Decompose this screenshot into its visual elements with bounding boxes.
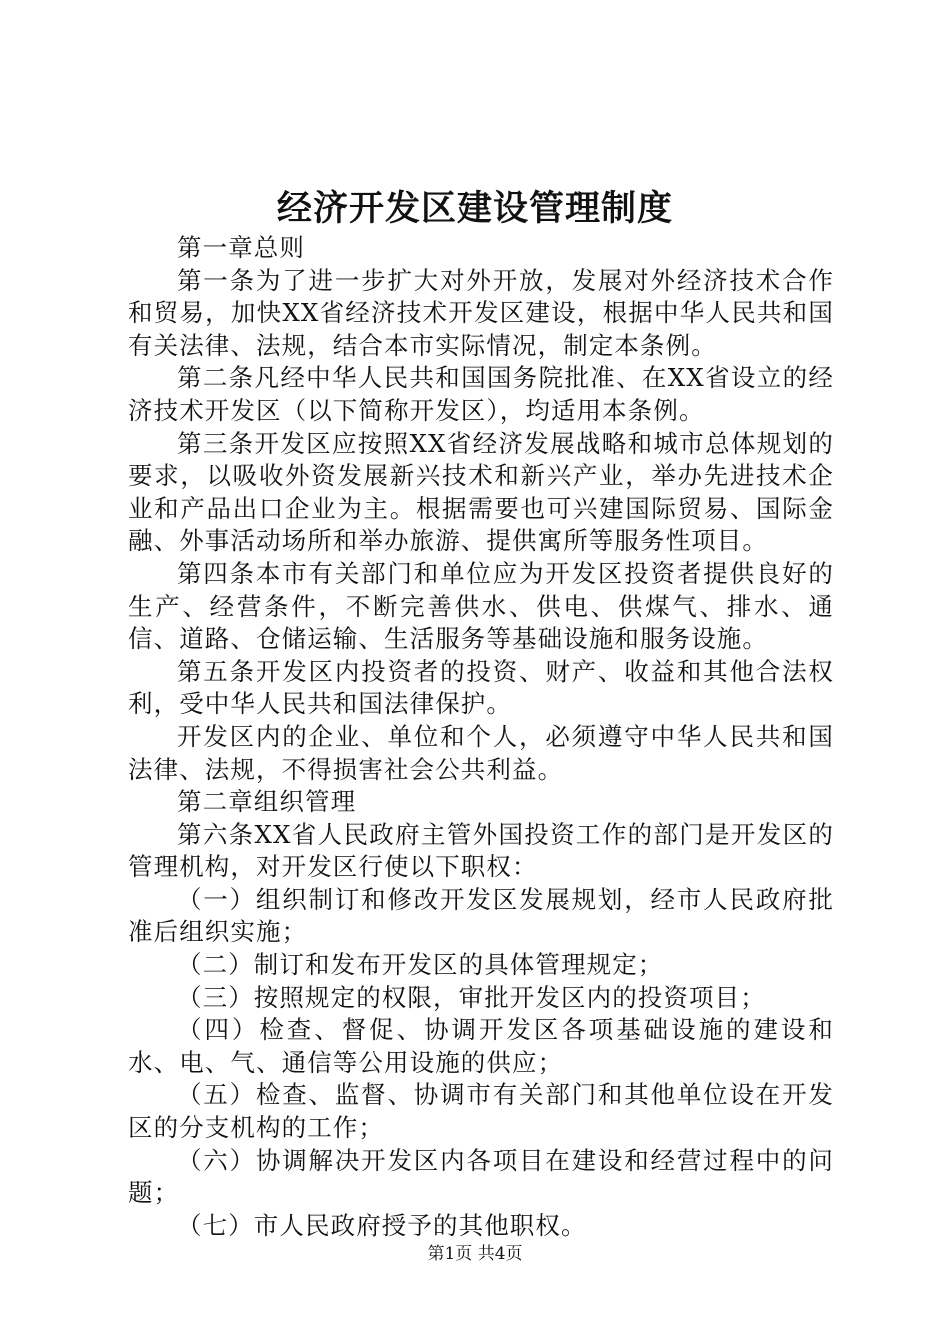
article-paragraph: 第四条本市有关部门和单位应为开发区投资者提供良好的生产、经营条件，不断完善供水、供电、供煤气、排水、通信、道路、仓储运输、生活服务等基础设施和服务设施。 <box>128 558 834 654</box>
article-paragraph: 第一条为了进一步扩大对外开放，发展对外经济技术合作和贸易，加快XX省经济技术开发区建设，根据中华人民共和国有关法律、法规，结合本市实际情况，制定本条例。 <box>128 265 834 360</box>
article-paragraph: 第三条开发区应按照XX省经济发展战略和城市总体规划的要求，以吸收外资发展新兴技术和新兴产业，举办先进技术企业和产品出口企业为主。根据需要也可兴建国际贸易、国际金融、外事活动场所和举办旅游、提供寓所等服务性项目。 <box>128 428 834 556</box>
list-item: （二）制订和发布开发区的具体管理规定； <box>177 950 664 980</box>
chapter-heading: 第一章总则 <box>177 233 305 262</box>
list-item: （三）按照规定的权限，审批开发区内的投资项目； <box>177 982 766 1012</box>
document-title: 经济开发区建设管理制度 <box>276 189 673 229</box>
list-item: （四）检查、督促、协调开发区各项基础设施的建设和水、电、气、通信等公用设施的供应； <box>128 1015 834 1077</box>
article-paragraph: 第六条XX省人民政府主管外国投资工作的部门是开发区的管理机构，对开发区行使以下职权： <box>128 819 834 882</box>
article-paragraph: 开发区内的企业、单位和个人，必须遵守中华人民共和国法律、法规，不得损害社会公共利益。 <box>128 721 834 784</box>
chapter-heading: 第二章组织管理 <box>177 787 357 817</box>
document-body <box>128 232 834 1242</box>
list-item: （七）市人民政府授予的其他职权。 <box>177 1210 587 1240</box>
list-item: （六）协调解决开发区内各项目在建设和经营过程中的问题； <box>128 1145 834 1208</box>
list-item: （一）组织制订和修改开发区发展规划，经市人民政府批准后组织实施； <box>128 884 834 947</box>
list-item: （五）检查、监督、协调市有关部门和其他单位设在开发区的分支机构的工作； <box>128 1080 834 1143</box>
page-number: 第1页 共4页 <box>427 1244 523 1264</box>
article-paragraph: 第二条凡经中华人民共和国国务院批准、在XX省设立的经济技术开发区（以下简称开发区），均适用本条例。 <box>128 363 834 425</box>
article-paragraph: 第五条开发区内投资者的投资、财产、收益和其他合法权利，受中华人民共和国法律保护。 <box>128 656 834 719</box>
